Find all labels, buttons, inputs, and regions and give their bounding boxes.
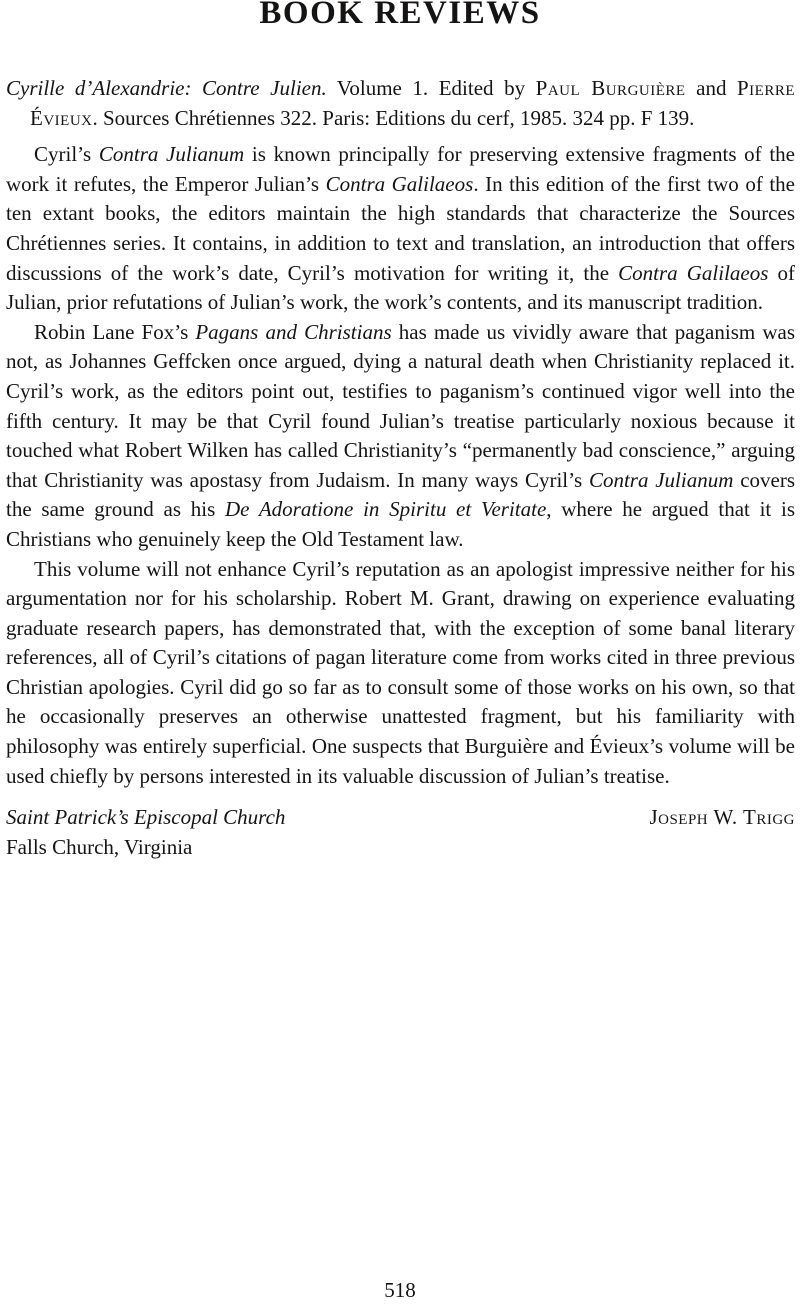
text-segment-normal: , where he argued that it is Christians who genuinely keep the Old Testament law. — [6, 497, 796, 551]
review-content — [0, 74, 800, 862]
text-segment-smallcaps: Paul Burguière — [535, 76, 686, 100]
reviewer-location: Falls Church, Virginia — [6, 834, 193, 859]
text-segment-normal: Cyril’s — [34, 142, 99, 167]
text-segment-normal: Volume 1. Edited by — [326, 76, 536, 100]
text-segment-smallcaps: Pierre Évieux — [30, 76, 796, 130]
signature-block — [6, 803, 795, 862]
text-segment-italic: Contra Julianum — [588, 467, 734, 492]
text-segment-italic: Contra Galilaeos — [618, 260, 769, 285]
text-segment-italic: Contra Julianum — [98, 142, 245, 167]
text-segment-italic: Contra Galilaeos — [325, 171, 474, 196]
text-segment-normal: . In this edition of the first two of the ten extant books, the editors maintain the high standards that characterize the Sources Chrétiennes series. It contains, in addition to text and translation, an introduction that offers discussions of the work’s date, Cyril’s motivation for writing it, the — [6, 171, 795, 285]
page-title: BOOK REVIEWS — [259, 0, 541, 31]
text-segment-italic: Cyrille d’Alexandrie: Contre Julien. — [6, 76, 327, 100]
text-segment-normal: . Sources Chrétiennes 322. Paris: Editions du cerf, 1985. 324 pp. F 139. — [92, 105, 695, 130]
text-segment-normal: is known principally for preserving extensive fragments of the work it refutes, the Emperor Julian’s — [6, 142, 796, 196]
reviewer-name: Joseph W. Trigg — [649, 805, 795, 830]
text-segment-normal: This volume will not enhance Cyril’s reputation as an apologist impressive neither for his argumentation nor for his scholarship. Robert M. Grant, drawing on experience evaluating graduate research papers, has demonstrated that, with the exception of some banal literary references, all of Cyril’s citations of pagan literature come from works cited in three previous Christian apologies. Cyril did go so far as to consult some of those works on his own, so that he occasionally preserves an otherwise unattested fragment, but his familiarity with philosophy was entirely superficial. One suspects that Burguière and Évieux’s volume will be used chiefly by persons interested in its valuable discussion of Julian’s treatise. — [6, 556, 795, 788]
review-paragraph-2 — [6, 318, 795, 555]
page-number: 518 — [384, 1278, 416, 1302]
text-segment-normal: Robin Lane Fox’s — [34, 319, 196, 344]
text-segment-italic: De Adoratione in Spiritu et Veritate — [225, 497, 547, 522]
text-segment-normal: has made us vividly aware that paganism was not, as Johannes Geffcken once argued, dying a natural death when Christianity replaced it. Cyril’s work, as the editors point out, testifies to paganism’s continued vigor well into the fifth century. It may be that Cyril found Julian’s treatise particularly noxious because it touched what Robert Wilken has called Christianity’s “permanently bad conscience,” arguing that Christianity was apostasy from Judaism. In many ways Cyril’s — [6, 319, 795, 492]
text-segment-italic: Pagans and Christians — [195, 319, 392, 344]
review-paragraph-1 — [6, 140, 795, 318]
reviewer-affiliation-block — [6, 803, 285, 862]
text-segment-normal: of Julian, prior refutations of Julian’s work, the work’s contents, and its manuscript tradition. — [6, 260, 795, 315]
book-citation — [6, 74, 795, 133]
text-segment-normal: and — [685, 76, 737, 100]
review-paragraph-3 — [6, 555, 795, 792]
reviewer-affiliation: Saint Patrick’s Episcopal Church — [6, 805, 286, 830]
text-segment-normal: covers the same ground as his — [6, 467, 796, 522]
